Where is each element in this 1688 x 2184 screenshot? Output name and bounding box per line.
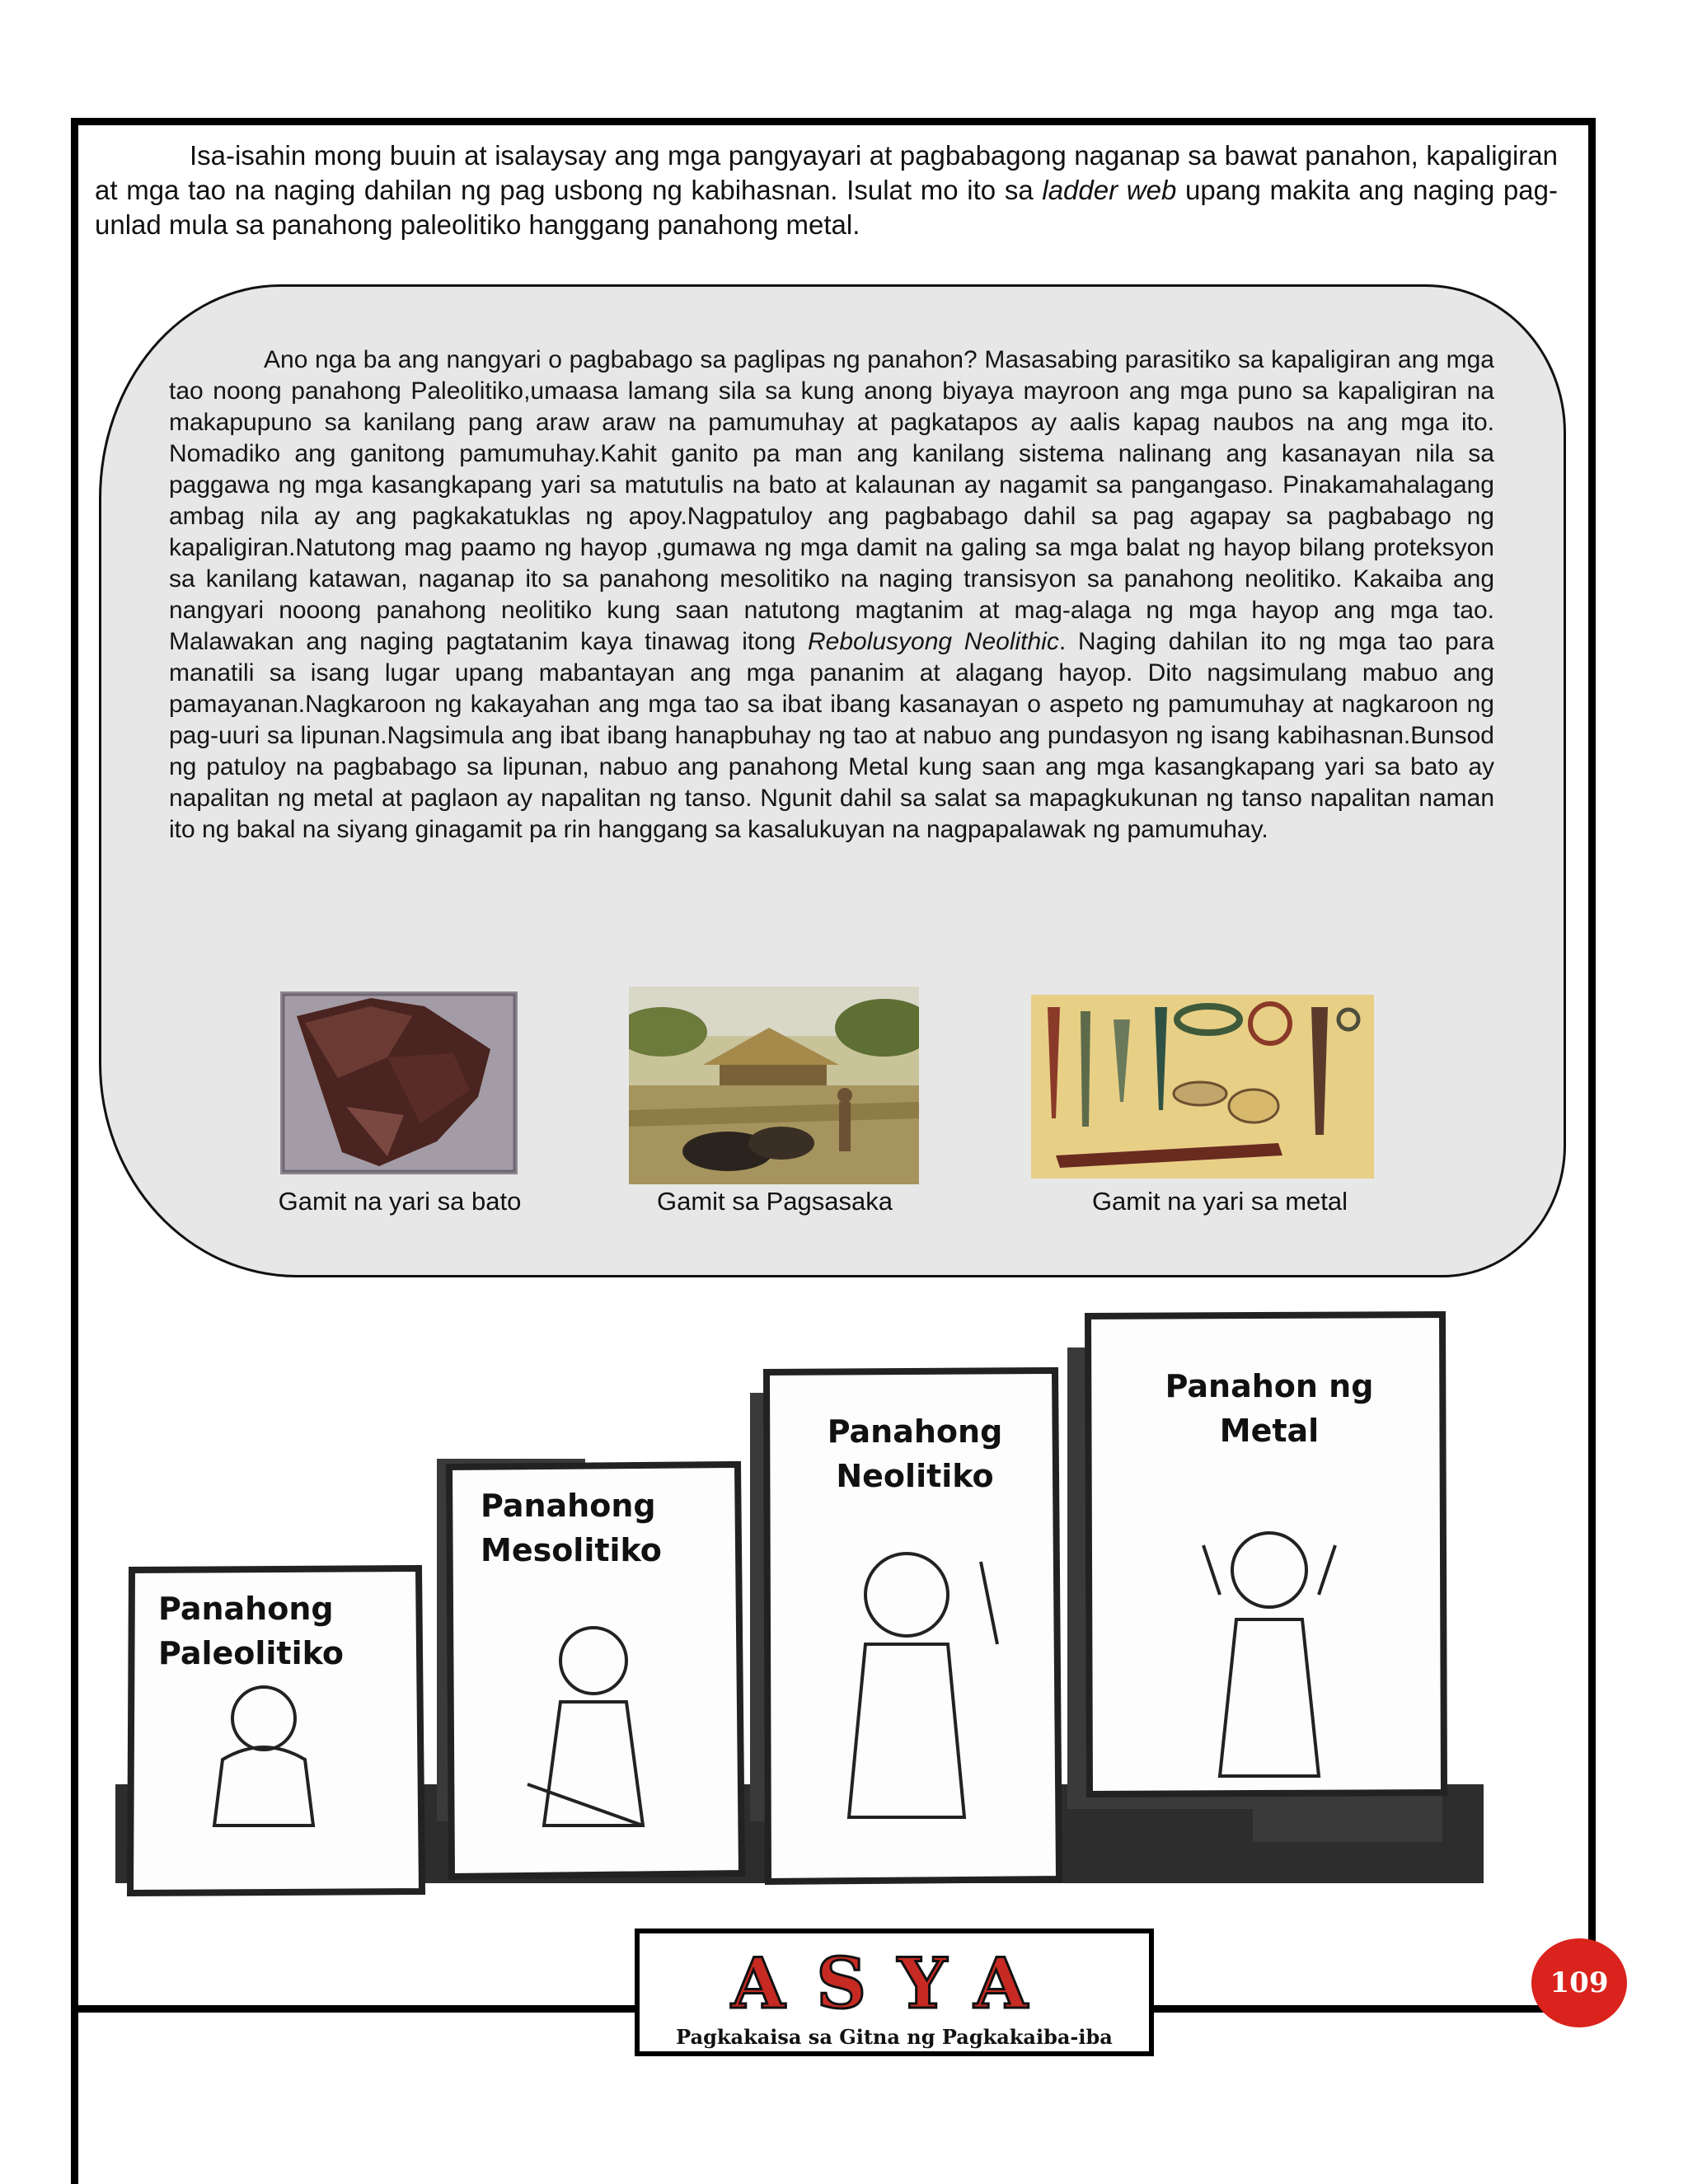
intro-paragraph — [95, 138, 1558, 242]
page-number: 109 — [1531, 1938, 1627, 2027]
step-metal — [1146, 1364, 1393, 1453]
intro-text-end: upang makita ang naging pag-unlad mula sa panahong paleolitiko hanggang panahong metal. — [95, 175, 1558, 240]
intro-italic-term: ladder web — [1042, 175, 1177, 205]
asya-logo-subtitle: Pagkakaisa sa Gitna ng Pagkakaiba-iba — [676, 2025, 1113, 2049]
step-paleolitiko-line2: Paleolitiko — [158, 1635, 344, 1671]
step-paleolitiko — [158, 1586, 344, 1675]
step-mesolitiko-line1: Panahong — [481, 1488, 656, 1524]
step-neolitiko-line1: Panahong — [827, 1413, 1003, 1450]
step-neolitiko-line2: Neolitiko — [836, 1458, 994, 1494]
intro-text: Isa-isahin mong buuin at isalaysay ang mga pangyayari at pagbabagong naganap sa bawat panahon, kapaligiran at mga tao na naging dahilan ng pag usbong ng kabihasnan. Isulat mo ito sa — [95, 140, 1558, 205]
step-neolitiko — [804, 1409, 1026, 1498]
step-metal-line1: Panahon ng — [1165, 1368, 1374, 1404]
step-mesolitiko-line2: Mesolitiko — [481, 1532, 662, 1568]
caption-stone-tool: Gamit na yari sa bato — [278, 1187, 522, 1216]
step-paleolitiko-line1: Panahong — [158, 1591, 334, 1627]
stone-tool-image — [280, 991, 518, 1174]
ladder-web — [115, 1298, 1484, 1924]
metal-tools-image — [1031, 995, 1374, 1179]
page-frame-top — [71, 118, 1596, 125]
reading-paragraph — [169, 344, 1494, 846]
asya-logo-title: ASYA — [731, 1943, 1059, 2024]
caption-farming: Gamit sa Pagsasaka — [656, 1187, 893, 1216]
step-metal-line2: Metal — [1219, 1413, 1320, 1449]
page-frame-left — [71, 118, 78, 2184]
reading-text-end: . Naging dahilan ito ng mga tao para manatili sa isang lugar upang mabantayan ang mga pananim at alagang hayop. Dito nagsimulang mabuo ang pamayanan.Nagkaroon ng kakayahan ang mga tao sa ibat ibang kasanayan o aspeto ng pamumuhay at nagkaroon ng pag-uuri sa lipunan.Nagsimula ang ibat ibang hanapbuhay ng tao at nabuo ang pundasyon ng isang kabihasnan.Bunsod ng patuloy na pagbabago sa lipunan, nabuo ang panahong Metal kung saan ang mga kasangkapang yari sa bato ay napalitan ng metal at paglaon ay napalitan ng tanso. Ngunit dahil sa salat sa mapagkukunan ng tanso napalitan naman ito ng bakal na siyang ginagamit pa rin hanggang sa kasalukuyan na nagpapalawak ng pamumuhay. — [169, 628, 1494, 843]
farming-scene-image — [629, 987, 919, 1184]
reading-italic-term: Rebolusyong Neolithic — [807, 628, 1059, 655]
reading-text: Ano nga ba ang nangyari o pagbabago sa paglipas ng panahon? Masasabing parasitiko sa kapaligiran ang mga tao noong panahong Paleolitiko,umaasa lamang sila sa kung anong biyaya mayroon ang mga puno sa kapaligiran na makapupuno sa kanilang pang araw araw na pamumuhay at pagkatapos ay aalis kapag naubos na ang mga ito. Nomadiko ang ganitong pamumuhay.Kahit ganito pa man ang kanilang sistema nalinang ang kasanayan nila sa paggawa ng mga kasangkapang yari sa matutulis na bato at kalaunan ay nagamit sa pangangaso. Pinakamahalagang ambag nila ay ang pagkakatuklas ng apoy.Nagpatuloy ang pagbabago dahil sa pag agapay sa pagbabago ng kapaligiran.Natutong mag paamo ng hayop ,gumawa ng mga damit na galing sa mga balat ng hayop bilang proteksyon sa kanilang katawan, naganap ito sa panahong mesolitiko na naging transisyon sa panahong neolitiko. Kakaiba ang nangyari nooong panahong neolitiko kung saan natutong magtanim at mag-alaga ng mga hayop ang mga tao. Malawakan ang naging pagtatanim kaya tinawag itong — [169, 346, 1494, 655]
caption-metal-tools: Gamit na yari sa metal — [1091, 1187, 1348, 1216]
step-mesolitiko — [481, 1483, 662, 1572]
asya-logo — [635, 1929, 1154, 2056]
page-frame-right — [1588, 118, 1596, 2013]
